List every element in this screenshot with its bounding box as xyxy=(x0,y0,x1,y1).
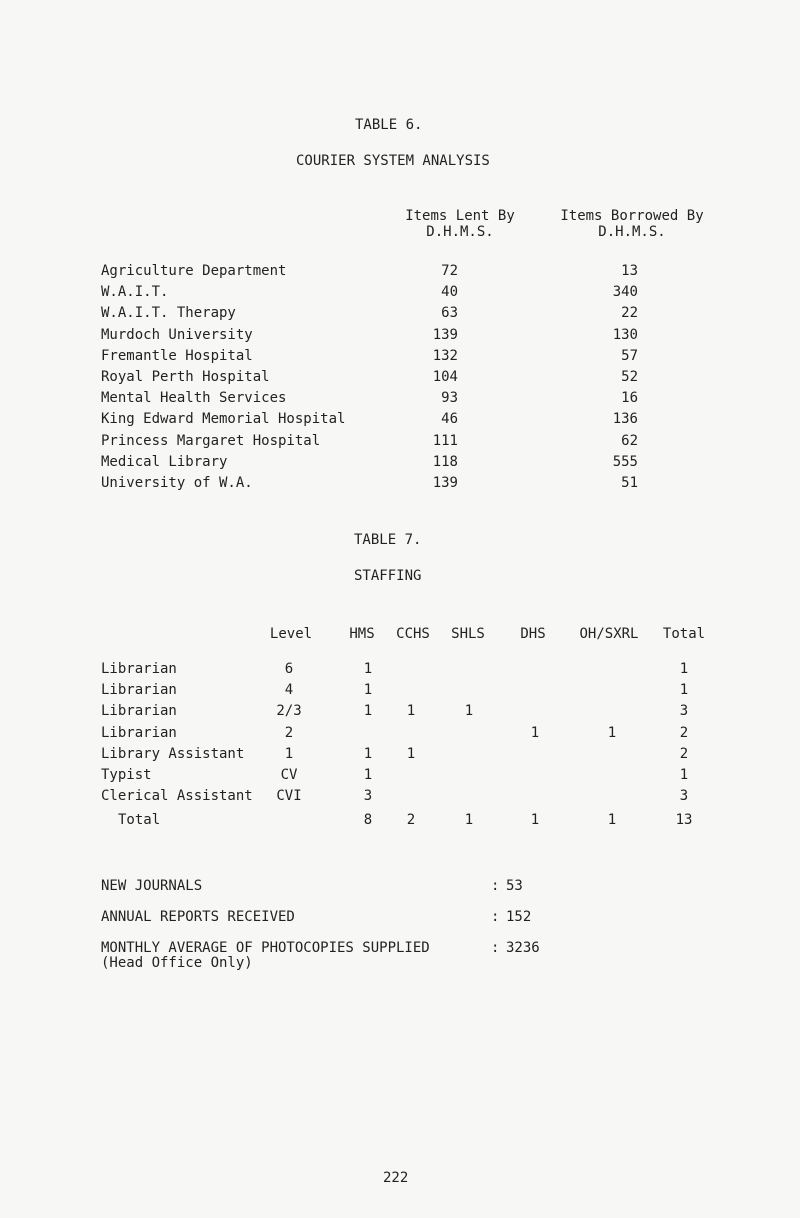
table6-row-name: Murdoch University xyxy=(101,326,253,343)
table7-cell: 1 xyxy=(607,724,617,741)
table7-col-header: Total xyxy=(662,626,706,642)
table6-row-borrowed: 57 xyxy=(621,347,638,364)
table7-total-cell: 1 xyxy=(530,812,540,828)
table6-row-name: Mental Health Services xyxy=(101,390,287,407)
table6-row-lent: 139 xyxy=(432,326,458,343)
table7-cell: 1 xyxy=(679,661,689,677)
table7-cell: 2 xyxy=(284,724,294,741)
table7-cell: 1 xyxy=(363,767,373,783)
table6-row-lent: 46 xyxy=(441,411,458,428)
table7-cell: 1 xyxy=(363,661,373,677)
summary-value: 3236 xyxy=(506,940,540,956)
table6-row-name: W.A.I.T. Therapy xyxy=(101,305,236,322)
table6-row-lent: 111 xyxy=(432,432,458,449)
summary-label: NEW JOURNALS xyxy=(101,878,203,894)
table7-row-name: Librarian xyxy=(101,661,177,677)
table6-row-borrowed: 51 xyxy=(621,475,638,491)
table6-row-lent: 63 xyxy=(441,305,458,322)
table7-col-header: HMS xyxy=(349,626,375,642)
table7-row-name: Clerical Assistant xyxy=(101,788,253,805)
table7-cell: 3 xyxy=(679,703,689,720)
table7-cell: 1 xyxy=(363,682,373,699)
table7-cell: 3 xyxy=(679,788,689,805)
table6-title: TABLE 6. xyxy=(355,117,423,133)
table6-row-lent: 132 xyxy=(432,347,458,364)
table6-row-lent: 72 xyxy=(441,263,458,279)
col-header-lent: Items Lent By D.H.M.S. xyxy=(405,208,515,240)
table7-cell: 1 xyxy=(284,745,294,762)
table7-cell: 2/3 xyxy=(276,703,302,720)
table6-row-name: King Edward Memorial Hospital xyxy=(101,411,346,428)
table7-total-label: Total xyxy=(118,812,161,828)
table6-row-borrowed: 22 xyxy=(621,305,638,322)
summary-separator: : xyxy=(491,909,500,925)
table7-row-name: Library Assistant xyxy=(101,745,245,762)
table7-row-name: Librarian xyxy=(101,724,177,741)
table6-row-borrowed: 136 xyxy=(612,411,638,428)
table7-total-cell: 2 xyxy=(406,812,416,828)
table6-row-borrowed: 555 xyxy=(612,453,638,470)
table7-cell: 4 xyxy=(284,682,294,699)
table6-row-lent: 139 xyxy=(432,475,458,491)
table7-total-cell: 1 xyxy=(607,812,617,828)
table6-row-name: Royal Perth Hospital xyxy=(101,369,270,385)
table7-cell: 1 xyxy=(679,682,689,699)
table6-row-name: Medical Library xyxy=(101,453,228,470)
table6-row-name: W.A.I.T. xyxy=(101,284,169,301)
table7-cell: 1 xyxy=(530,724,540,741)
table7-subtitle: STAFFING xyxy=(354,568,422,584)
table7-cell: 3 xyxy=(363,788,373,805)
table7-col-header: SHLS xyxy=(451,626,485,642)
table6-row-lent: 93 xyxy=(441,390,458,407)
table7-total-cell: 13 xyxy=(675,812,693,828)
table6-row-borrowed: 13 xyxy=(621,263,638,279)
table7-cell: 6 xyxy=(284,661,294,677)
table7-total-cell: 1 xyxy=(464,812,474,828)
table7-col-header: CCHS xyxy=(396,626,430,642)
table7-total-cell: 8 xyxy=(363,812,373,828)
table7-cell: 2 xyxy=(679,724,689,741)
summary-value: 152 xyxy=(506,909,532,925)
table7-cell: 1 xyxy=(406,745,416,762)
table6-row-name: Princess Margaret Hospital xyxy=(101,432,321,449)
summary-separator: : xyxy=(491,940,500,956)
table7-row-name: Librarian xyxy=(101,703,177,720)
summary-note: (Head Office Only) xyxy=(101,955,253,971)
table6-row-name: Agriculture Department xyxy=(101,263,287,279)
summary-separator: : xyxy=(491,878,500,894)
table7-row-name: Librarian xyxy=(101,682,177,699)
table7-cell: 1 xyxy=(363,703,373,720)
table6-row-name: University of W.A. xyxy=(101,475,253,491)
table7-cell: CVI xyxy=(276,788,302,805)
table7-col-header: DHS xyxy=(520,626,546,642)
summary-label: MONTHLY AVERAGE OF PHOTOCOPIES SUPPLIED xyxy=(101,940,430,956)
table7-col-header: OH/SXRL xyxy=(579,626,639,642)
table7-cell: 2 xyxy=(679,745,689,762)
table6-row-lent: 104 xyxy=(432,369,458,385)
table6-row-borrowed: 130 xyxy=(612,326,638,343)
table7-title: TABLE 7. xyxy=(354,532,422,548)
table6-row-lent: 118 xyxy=(432,453,458,470)
table7-cell: 1 xyxy=(464,703,474,720)
table7-cell: CV xyxy=(280,767,298,783)
table7-cell: 1 xyxy=(679,767,689,783)
table6-row-borrowed: 340 xyxy=(612,284,638,301)
table7-cell: 1 xyxy=(363,745,373,762)
table7-col-header: Level xyxy=(269,626,313,642)
table7-row-name: Typist xyxy=(101,767,152,783)
summary-label: ANNUAL REPORTS RECEIVED xyxy=(101,909,295,925)
col-header-borrowed: Items Borrowed By D.H.M.S. xyxy=(560,208,704,240)
summary-value: 53 xyxy=(506,878,523,894)
table7-cell: 1 xyxy=(406,703,416,720)
table6-row-borrowed: 62 xyxy=(621,432,638,449)
table6-row-lent: 40 xyxy=(441,284,458,301)
table6-row-name: Fremantle Hospital xyxy=(101,347,253,364)
page-number: 222 xyxy=(383,1170,409,1186)
table6-row-borrowed: 52 xyxy=(621,369,638,385)
table6-row-borrowed: 16 xyxy=(621,390,638,407)
table6-subtitle: COURIER SYSTEM ANALYSIS xyxy=(296,153,490,169)
